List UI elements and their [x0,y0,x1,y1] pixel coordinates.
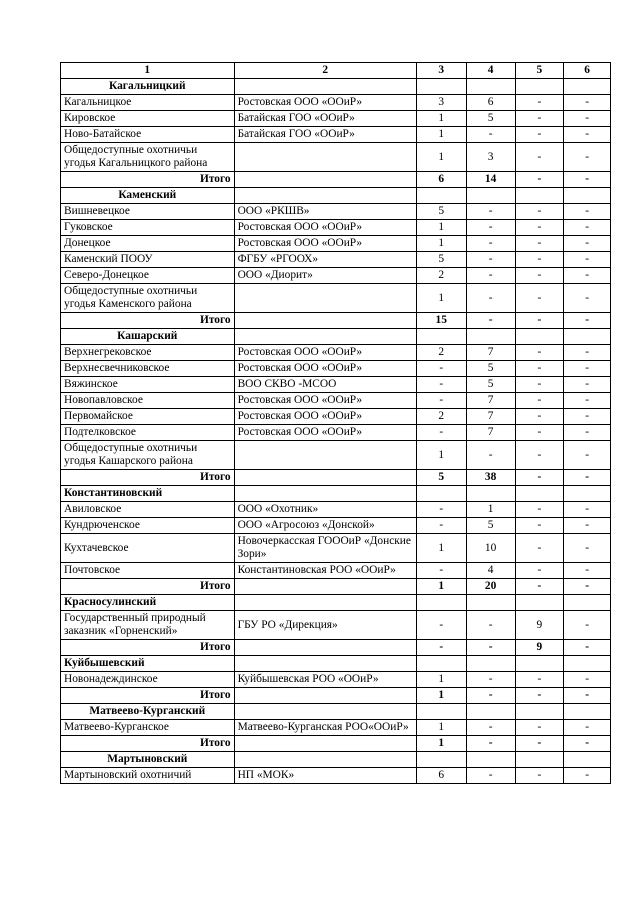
count-col3: - [416,611,466,640]
user-organization: ГБУ РО «Дирекция» [234,611,416,640]
region-header-row [61,486,611,502]
count-col5: - [515,204,564,220]
empty-cell [416,188,466,204]
count-col6: - [564,672,611,688]
count-col4: - [466,688,515,704]
total-row [61,736,611,752]
count-col3: 2 [416,345,466,361]
count-col5: - [515,143,564,172]
total-row [61,688,611,704]
user-organization: ВОО СКВО -МСОО [234,377,416,393]
table-row [61,563,611,579]
count-col6: - [564,111,611,127]
count-col3: 1 [416,236,466,252]
count-col6: - [564,470,611,486]
count-col3: - [416,361,466,377]
user-organization: Константиновская РОО «ООиР» [234,563,416,579]
total-label: Итого [61,640,235,656]
table-row [61,127,611,143]
empty-cell [564,656,611,672]
count-col4: 7 [466,425,515,441]
count-col3: - [416,563,466,579]
count-col4: - [466,313,515,329]
count-col5: - [515,284,564,313]
count-col3: 1 [416,672,466,688]
empty-cell [416,704,466,720]
table-row [61,611,611,640]
total-row [61,313,611,329]
hunting-ground-name: Кировское [61,111,235,127]
count-col6: - [564,143,611,172]
hunting-ground-name: Ново-Батайское [61,127,235,143]
count-col3: 5 [416,252,466,268]
hunting-ground-name: Северо-Донецкое [61,268,235,284]
document-page [60,62,611,784]
count-col4: 6 [466,95,515,111]
hunting-ground-name: Верхнегрековское [61,345,235,361]
empty-cell [234,329,416,345]
hunting-ground-name: Общедоступные охотничьи угодья Кашарского района [61,441,235,470]
count-col5: - [515,127,564,143]
user-organization: Батайская ГОО «ООиР» [234,127,416,143]
user-organization: ООО «РКШВ» [234,204,416,220]
region-header-row [61,752,611,768]
table-row [61,425,611,441]
empty-cell [234,188,416,204]
empty-cell [515,595,564,611]
count-col6: - [564,377,611,393]
region-name: Красносулинский [61,595,235,611]
column-header: 6 [564,63,611,79]
count-col5: - [515,579,564,595]
user-organization: НП «МОК» [234,768,416,784]
count-col4: - [466,441,515,470]
empty-cell [564,752,611,768]
count-col6: - [564,720,611,736]
table-row [61,236,611,252]
empty-cell [416,486,466,502]
count-col4: - [466,736,515,752]
count-col5: - [515,425,564,441]
count-col5: - [515,172,564,188]
count-col5: - [515,518,564,534]
user-organization: Новочеркасская ГОООиР «Донские Зори» [234,534,416,563]
count-col3: 1 [416,688,466,704]
empty-cell [564,329,611,345]
region-name: Куйбышевский [61,656,235,672]
region-header-row [61,704,611,720]
region-header-row [61,329,611,345]
hunting-grounds-table [60,62,611,784]
count-col3: 2 [416,268,466,284]
user-organization: ООО «Агросоюз «Донской» [234,518,416,534]
empty-cell [564,188,611,204]
empty-cell [466,704,515,720]
count-col6: - [564,252,611,268]
count-col4: - [466,127,515,143]
count-col4: 10 [466,534,515,563]
count-col3: - [416,393,466,409]
count-col5: - [515,672,564,688]
count-col6: - [564,518,611,534]
hunting-ground-name: Первомайское [61,409,235,425]
empty-cell [234,486,416,502]
count-col6: - [564,736,611,752]
empty-cell [564,79,611,95]
count-col6: - [564,409,611,425]
empty-cell [234,704,416,720]
count-col4: - [466,611,515,640]
user-organization: ФГБУ «РГООХ» [234,252,416,268]
empty-cell [466,752,515,768]
empty-cell [416,656,466,672]
user-organization [234,470,416,486]
hunting-ground-name: Авиловское [61,502,235,518]
count-col5: - [515,563,564,579]
region-header-row [61,188,611,204]
hunting-ground-name: Кагальницкое [61,95,235,111]
hunting-ground-name: Гуковское [61,220,235,236]
table-row [61,672,611,688]
user-organization [234,313,416,329]
count-col5: - [515,441,564,470]
user-organization: Куйбышевская РОО «ООиР» [234,672,416,688]
user-organization: Ростовская ООО «ООиР» [234,95,416,111]
hunting-ground-name: Верхнесвечниковское [61,361,235,377]
count-col3: - [416,425,466,441]
empty-cell [515,486,564,502]
user-organization: Ростовская ООО «ООиР» [234,409,416,425]
hunting-ground-name: Государственный природный заказник «Горненский» [61,611,235,640]
count-col6: - [564,441,611,470]
empty-cell [416,752,466,768]
hunting-ground-name: Новопавловское [61,393,235,409]
empty-cell [234,752,416,768]
empty-cell [466,656,515,672]
count-col4: - [466,236,515,252]
empty-cell [234,595,416,611]
count-col4: 5 [466,377,515,393]
count-col5: - [515,502,564,518]
hunting-ground-name: Матвеево-Курганское [61,720,235,736]
count-col4: - [466,720,515,736]
user-organization [234,441,416,470]
total-label: Итого [61,736,235,752]
count-col6: - [564,345,611,361]
table-row [61,768,611,784]
count-col3: - [416,640,466,656]
count-col4: 5 [466,111,515,127]
count-col5: 9 [515,611,564,640]
count-col6: - [564,268,611,284]
table-row [61,502,611,518]
count-col4: - [466,252,515,268]
empty-cell [234,79,416,95]
user-organization [234,172,416,188]
count-col6: - [564,425,611,441]
count-col6: - [564,220,611,236]
hunting-ground-name: Кухтачевское [61,534,235,563]
count-col3: - [416,377,466,393]
count-col4: 7 [466,393,515,409]
total-label: Итого [61,470,235,486]
count-col4: - [466,768,515,784]
count-col5: - [515,393,564,409]
hunting-ground-name: Мартыновский охотничий [61,768,235,784]
count-col6: - [564,204,611,220]
user-organization: Ростовская ООО «ООиР» [234,393,416,409]
count-col3: 1 [416,111,466,127]
count-col6: - [564,688,611,704]
count-col3: 6 [416,768,466,784]
count-col3: 1 [416,534,466,563]
table-row [61,720,611,736]
user-organization: ООО «Охотник» [234,502,416,518]
count-col4: 1 [466,502,515,518]
count-col5: - [515,268,564,284]
count-col6: - [564,95,611,111]
count-col5: - [515,220,564,236]
count-col5: - [515,111,564,127]
table-row [61,377,611,393]
hunting-ground-name: Подтелковское [61,425,235,441]
table-row [61,393,611,409]
count-col6: - [564,611,611,640]
table-row [61,111,611,127]
hunting-ground-name: Общедоступные охотничьи угодья Кагальницкого района [61,143,235,172]
table-row [61,252,611,268]
count-col4: 14 [466,172,515,188]
count-col3: 1 [416,441,466,470]
count-col4: - [466,640,515,656]
region-name: Константиновский [61,486,235,502]
total-label: Итого [61,313,235,329]
column-header: 2 [234,63,416,79]
table-row [61,518,611,534]
count-col6: - [564,768,611,784]
hunting-ground-name: Почтовское [61,563,235,579]
count-col5: - [515,720,564,736]
count-col3: 15 [416,313,466,329]
count-col5: - [515,252,564,268]
count-col5: - [515,409,564,425]
count-col5: - [515,688,564,704]
empty-cell [416,79,466,95]
count-col3: 1 [416,143,466,172]
count-col6: - [564,579,611,595]
count-col3: 5 [416,204,466,220]
empty-cell [564,704,611,720]
total-label: Итого [61,579,235,595]
user-organization: Ростовская ООО «ООиР» [234,425,416,441]
hunting-ground-name: Вяжинское [61,377,235,393]
region-header-row [61,79,611,95]
table-row [61,220,611,236]
empty-cell [234,656,416,672]
empty-cell [416,329,466,345]
empty-cell [515,752,564,768]
count-col4: 38 [466,470,515,486]
table-header-row [61,63,611,79]
count-col4: 20 [466,579,515,595]
table-row [61,284,611,313]
empty-cell [515,79,564,95]
column-header: 5 [515,63,564,79]
count-col4: 5 [466,361,515,377]
count-col3: 1 [416,127,466,143]
total-label: Итого [61,172,235,188]
region-header-row [61,595,611,611]
count-col5: - [515,377,564,393]
count-col5: - [515,361,564,377]
count-col3: - [416,518,466,534]
empty-cell [466,79,515,95]
count-col6: - [564,393,611,409]
count-col4: - [466,284,515,313]
table-row [61,143,611,172]
count-col6: - [564,236,611,252]
count-col4: 5 [466,518,515,534]
region-name: Матвеево-Курганский [61,704,235,720]
total-row [61,470,611,486]
count-col4: 3 [466,143,515,172]
empty-cell [466,595,515,611]
empty-cell [515,329,564,345]
count-col5: - [515,534,564,563]
total-row [61,640,611,656]
empty-cell [515,188,564,204]
count-col3: 1 [416,736,466,752]
user-organization [234,284,416,313]
empty-cell [466,486,515,502]
count-col3: 5 [416,470,466,486]
table-row [61,361,611,377]
count-col5: - [515,736,564,752]
count-col5: - [515,470,564,486]
count-col4: - [466,220,515,236]
user-organization [234,640,416,656]
table-row [61,95,611,111]
user-organization: Батайская ГОО «ООиР» [234,111,416,127]
hunting-ground-name: Общедоступные охотничьи угодья Каменского района [61,284,235,313]
table-row [61,441,611,470]
count-col6: - [564,172,611,188]
table-row [61,204,611,220]
count-col5: - [515,345,564,361]
count-col4: - [466,672,515,688]
count-col4: - [466,268,515,284]
user-organization: ООО «Диорит» [234,268,416,284]
count-col3: 1 [416,720,466,736]
empty-cell [564,486,611,502]
user-organization [234,736,416,752]
user-organization: Ростовская ООО «ООиР» [234,220,416,236]
hunting-ground-name: Новонадеждинское [61,672,235,688]
table-row [61,534,611,563]
region-header-row [61,656,611,672]
empty-cell [515,704,564,720]
table-row [61,409,611,425]
column-header: 1 [61,63,235,79]
count-col3: 2 [416,409,466,425]
table-row [61,268,611,284]
count-col4: 7 [466,409,515,425]
column-header: 3 [416,63,466,79]
hunting-ground-name: Кундрюченское [61,518,235,534]
total-row [61,172,611,188]
count-col3: 1 [416,220,466,236]
empty-cell [466,329,515,345]
empty-cell [564,595,611,611]
count-col6: - [564,127,611,143]
count-col5: - [515,313,564,329]
region-name: Кашарский [61,329,235,345]
hunting-ground-name: Каменский ПООУ [61,252,235,268]
count-col3: 1 [416,579,466,595]
table-row [61,345,611,361]
total-row [61,579,611,595]
count-col6: - [564,640,611,656]
count-col4: 4 [466,563,515,579]
count-col4: 7 [466,345,515,361]
user-organization [234,579,416,595]
user-organization: Ростовская ООО «ООиР» [234,361,416,377]
hunting-ground-name: Донецкое [61,236,235,252]
count-col6: - [564,313,611,329]
count-col3: 3 [416,95,466,111]
count-col5: - [515,236,564,252]
column-header: 4 [466,63,515,79]
count-col6: - [564,502,611,518]
region-name: Кагальницкий [61,79,235,95]
empty-cell [515,656,564,672]
empty-cell [466,188,515,204]
hunting-ground-name: Вишневецкое [61,204,235,220]
user-organization: Ростовская ООО «ООиР» [234,345,416,361]
count-col3: 1 [416,284,466,313]
user-organization [234,143,416,172]
count-col6: - [564,284,611,313]
user-organization: Ростовская ООО «ООиР» [234,236,416,252]
count-col3: - [416,502,466,518]
region-name: Каменский [61,188,235,204]
count-col5: - [515,95,564,111]
user-organization: Матвеево-Курганская РОО«ООиР» [234,720,416,736]
region-name: Мартыновский [61,752,235,768]
count-col6: - [564,534,611,563]
empty-cell [416,595,466,611]
count-col4: - [466,204,515,220]
count-col5: 9 [515,640,564,656]
count-col3: 6 [416,172,466,188]
count-col6: - [564,563,611,579]
total-label: Итого [61,688,235,704]
user-organization [234,688,416,704]
count-col6: - [564,361,611,377]
count-col5: - [515,768,564,784]
